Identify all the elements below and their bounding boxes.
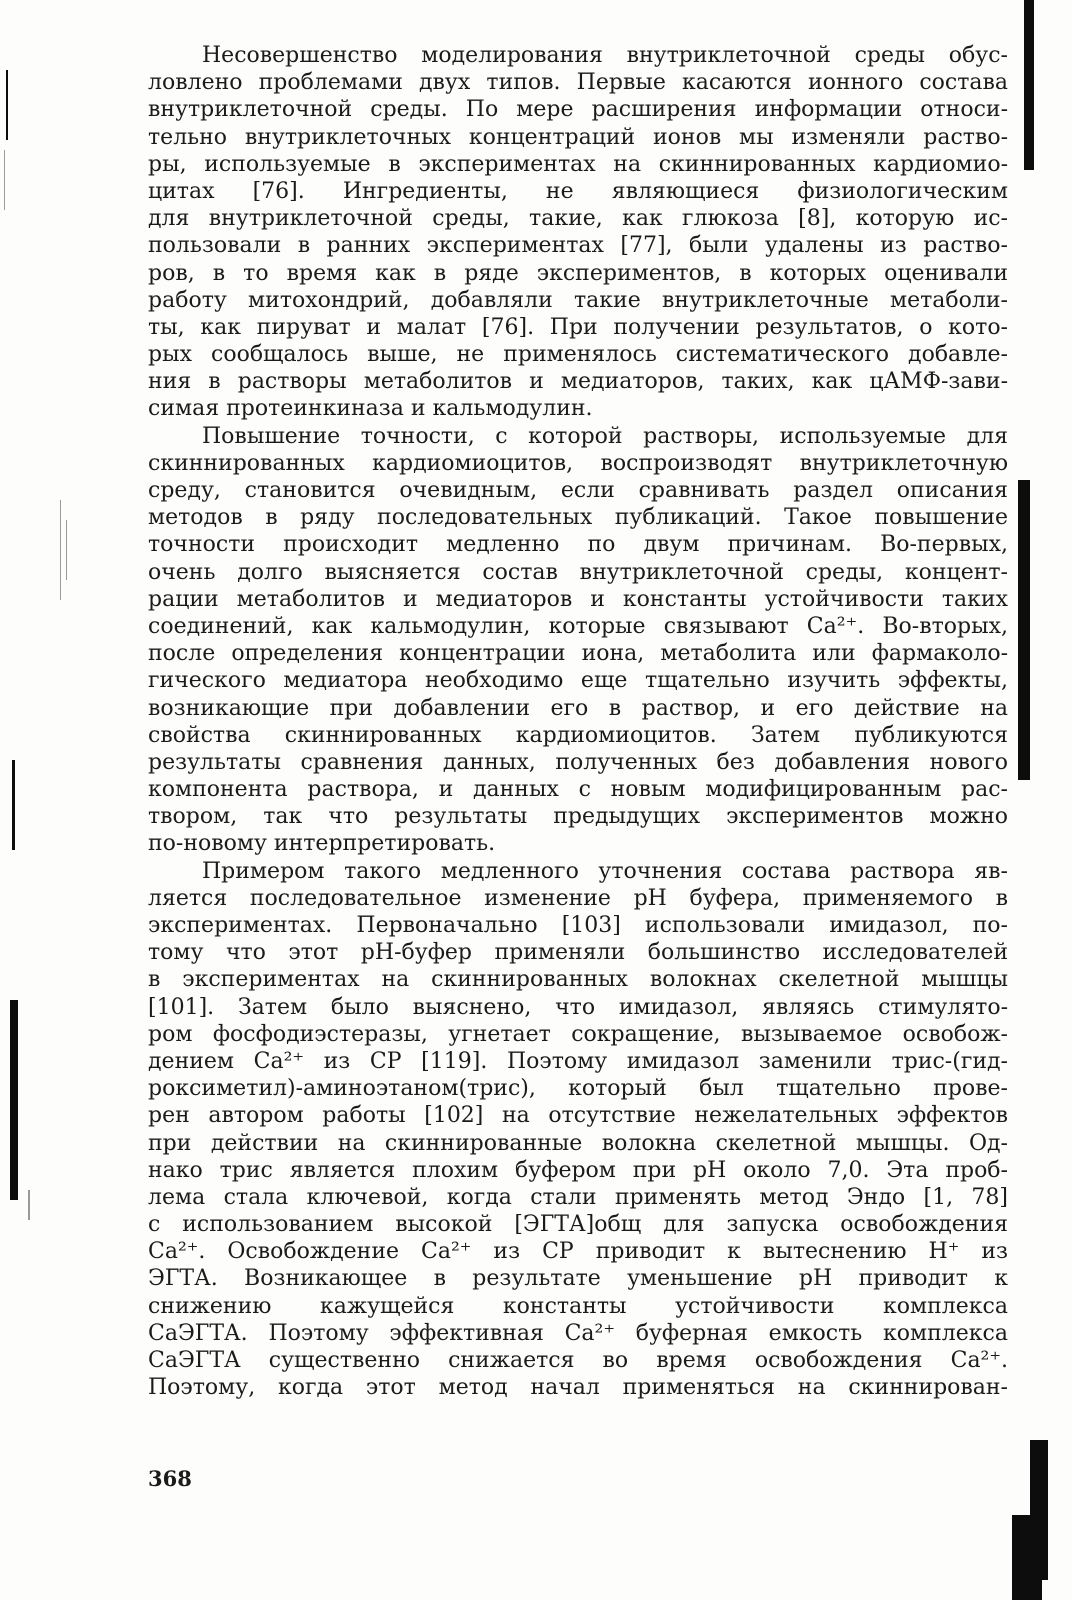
text-line: Поэтому, когда этот метод начал применяться на скиннирован- xyxy=(148,1375,1008,1401)
text-line: рен автором работы [102] на отсутствие нежелательных эффектов xyxy=(148,1103,1008,1129)
text-line: Несовершенство моделирования внутриклеточной среды обус- xyxy=(202,43,1008,68)
text-line: в экспериментах на скиннированных волокнах скелетной мышцы xyxy=(148,967,1008,993)
text-line: ры, используемые в экспериментах на скиннированных кардиомио- xyxy=(148,151,1008,177)
scan-mark-left-1 xyxy=(6,70,8,140)
text-line: Повышение точности, с которой растворы, используемые для xyxy=(202,423,1008,449)
text-line: тому что этот pH-буфер применяли большинство исследователей xyxy=(148,940,1008,966)
text-line: после определения концентрации иона, метаболита или фармаколо- xyxy=(148,641,1008,667)
text-line: CaЭГТА. Поэтому эффективная Ca²⁺ буферная емкость комплекса xyxy=(148,1320,1008,1346)
text-line: рых сообщалось выше, не применялось систематического добавле- xyxy=(148,342,1008,368)
text-line: гического медиатора необходимо еще тщательно изучить эффекты, xyxy=(148,668,1008,694)
text-line: возникающие при добавлении его в раствор, и его действие на xyxy=(148,695,1008,721)
scan-speck-left-3 xyxy=(66,520,67,580)
text-line: свойства скиннированных кардиомиоцитов. Затем публикуются xyxy=(148,722,1008,748)
scan-mark-left-3 xyxy=(10,1000,18,1200)
text-line: Ca²⁺. Освобождение Ca²⁺ из СР приводит к вытеснению H⁺ из xyxy=(148,1239,1008,1265)
text-line: лема стала ключевой, когда стали применять метод Эндо [1, 78] xyxy=(148,1184,1008,1210)
scan-speck-left-1 xyxy=(4,150,5,210)
text-line: твором, так что результаты предыдущих экспериментов можно xyxy=(148,804,1008,830)
text-line: результаты сравнения данных, полученных без добавления нового xyxy=(148,749,1008,775)
scan-speck-left-4 xyxy=(28,1190,30,1220)
text-line: методов в ряду последовательных публикаций. Такое повышение xyxy=(148,505,1008,531)
text-line: рации метаболитов и медиаторов и константы устойчивости таких xyxy=(148,586,1008,612)
page-number: 368 xyxy=(148,1466,192,1491)
text-line: работу митохондрий, добавляли такие внутриклеточные метаболи- xyxy=(148,287,1008,313)
text-line: Примером такого медленного уточнения состава раствора яв- xyxy=(202,858,1008,884)
text-line: ров, в то время как в ряде экспериментов, в которых оценивали xyxy=(148,260,1008,286)
text-line: симая протеинкиназа и кальмодулин. xyxy=(148,396,593,422)
text-line: очень долго выясняется состав внутриклеточной среды, концент- xyxy=(148,559,1008,585)
paragraph-2 xyxy=(148,423,1008,858)
text-line: соединений, как кальмодулин, которые связывают Ca²⁺. Во-вторых, xyxy=(148,613,1008,639)
scan-mark-right-4 xyxy=(1012,1515,1042,1600)
text-line: экспериментах. Первоначально [103] использовали имидазол, по- xyxy=(148,913,1008,938)
text-line: дением Ca²⁺ из СР [119]. Поэтому имидазол заменили трис-(гид- xyxy=(148,1048,1008,1074)
text-line: скиннированных кардиомиоцитов, воспроизводят внутриклеточную xyxy=(148,450,1008,476)
text-line: тельно внутриклеточных концентраций ионов мы изменяли раство- xyxy=(148,124,1008,150)
paragraph-3 xyxy=(148,858,1008,1402)
text-line: внутриклеточной среды. По мере расширения информации относи- xyxy=(148,97,1008,123)
text-line: ты, как пируват и малат [76]. При получении результатов, о кото- xyxy=(148,314,1008,340)
text-line: среду, становится очевидным, если сравнивать раздел описания xyxy=(148,478,1008,503)
text-line: роксиметил)-аминоэтаном(трис), который был тщательно прове- xyxy=(148,1076,1008,1102)
text-line: цитах [76]. Ингредиенты, не являющиеся физиологическим xyxy=(148,178,1008,204)
text-line: ЭГТА. Возникающее в результате уменьшение pH приводит к xyxy=(148,1266,1008,1292)
scan-mark-left-2 xyxy=(12,760,15,850)
text-line: нако трис является плохим буфером при pH около 7,0. Эта проб- xyxy=(148,1157,1008,1183)
text-line: пользовали в ранних экспериментах [77], были удалены из раство- xyxy=(148,233,1008,259)
text-line: ром фосфодиэстеразы, угнетает сокращение, вызываемое освобож- xyxy=(148,1021,1008,1047)
text-line: ловлено проблемами двух типов. Первые касаются ионного состава xyxy=(148,70,1008,96)
text-line: снижению кажущейся константы устойчивости комплекса xyxy=(148,1293,1008,1319)
scan-speck-left-2 xyxy=(60,500,61,600)
body-text xyxy=(148,42,1008,1401)
text-line: для внутриклеточной среды, такие, как глюкоза [8], которую ис- xyxy=(148,206,1008,232)
text-line: при действии на скиннированные волокна скелетной мышцы. Од- xyxy=(148,1130,1008,1156)
text-line: точности происходит медленно по двум причинам. Во-первых, xyxy=(148,532,1008,558)
text-line: CaЭГТА существенно снижается во время освобождения Ca²⁺. xyxy=(148,1348,1008,1373)
text-line: по-новому интерпретировать. xyxy=(148,831,496,857)
scan-mark-right-2 xyxy=(1018,480,1030,780)
text-line: компонента раствора, и данных с новым модифицированным рас- xyxy=(148,777,1008,803)
text-line: ляется последовательное изменение pH буфера, применяемого в xyxy=(148,885,1008,911)
scan-mark-right-1 xyxy=(1024,0,1034,170)
text-line: с использованием высокой [ЭГТА]общ для запуска освобождения xyxy=(148,1212,1008,1238)
text-line: ния в растворы метаболитов и медиаторов, таких, как цАМФ-зави- xyxy=(148,369,1008,395)
paragraph-1 xyxy=(148,42,1008,423)
text-line: [101]. Затем было выяснено, что имидазол, являясь стимулято- xyxy=(148,994,1008,1020)
